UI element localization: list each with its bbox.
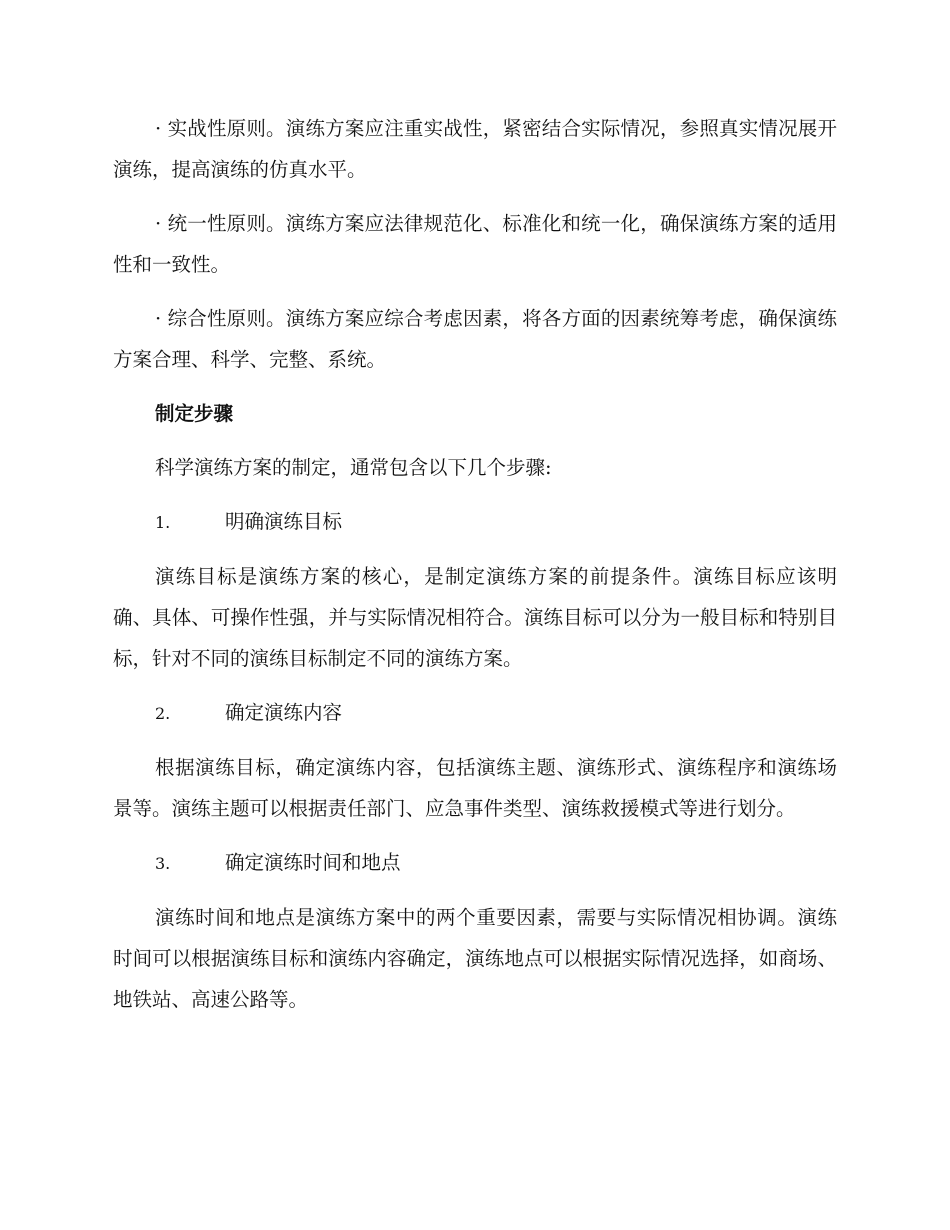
step-title: 确定演练时间和地点 [225,851,401,874]
step-title: 明确演练目标 [225,510,343,533]
step-2-body: 根据演练目标，确定演练内容，包括演练主题、演练形式、演练程序和演练场景等。演练主题可以根据责任部门、应急事件类型、演练救援模式等进行划分。 [113,756,837,820]
step-2-heading [113,692,837,734]
step-1-body: 演练目标是演练方案的核心，是制定演练方案的前提条件。演练目标应该明确、具体、可操作性强，并与实际情况相符合。演练目标可以分为一般目标和特别目标，针对不同的演练目标制定不同的演练方案。 [113,565,837,670]
step-1-heading [113,501,837,543]
section-heading: 制定步骤 [155,402,234,425]
section-intro: 科学演练方案的制定，通常包含以下几个步骤: [155,456,552,479]
principle-uniform: · 统一性原则。演练方案应法律规范化、标准化和统一化，确保演练方案的适用性和一致性。 [113,212,837,276]
step-number: 2. [155,704,171,723]
step-number: 3. [155,854,171,873]
step-title: 确定演练内容 [225,701,343,724]
step-3-body: 演练时间和地点是演练方案中的两个重要因素，需要与实际情况相协调。演练时间可以根据演练目标和演练内容确定，演练地点可以根据实际情况选择，如商场、地铁站、高速公路等。 [113,906,837,1011]
step-number: 1. [155,513,171,532]
document-body [113,108,837,1033]
principle-practical: · 实战性原则。演练方案应注重实战性，紧密结合实际情况，参照真实情况展开演练，提高演练的仿真水平。 [113,117,837,181]
step-3-heading [113,842,837,884]
principle-comprehensive: · 综合性原则。演练方案应综合考虑因素，将各方面的因素统筹考虑，确保演练方案合理、科学、完整、系统。 [113,307,837,371]
